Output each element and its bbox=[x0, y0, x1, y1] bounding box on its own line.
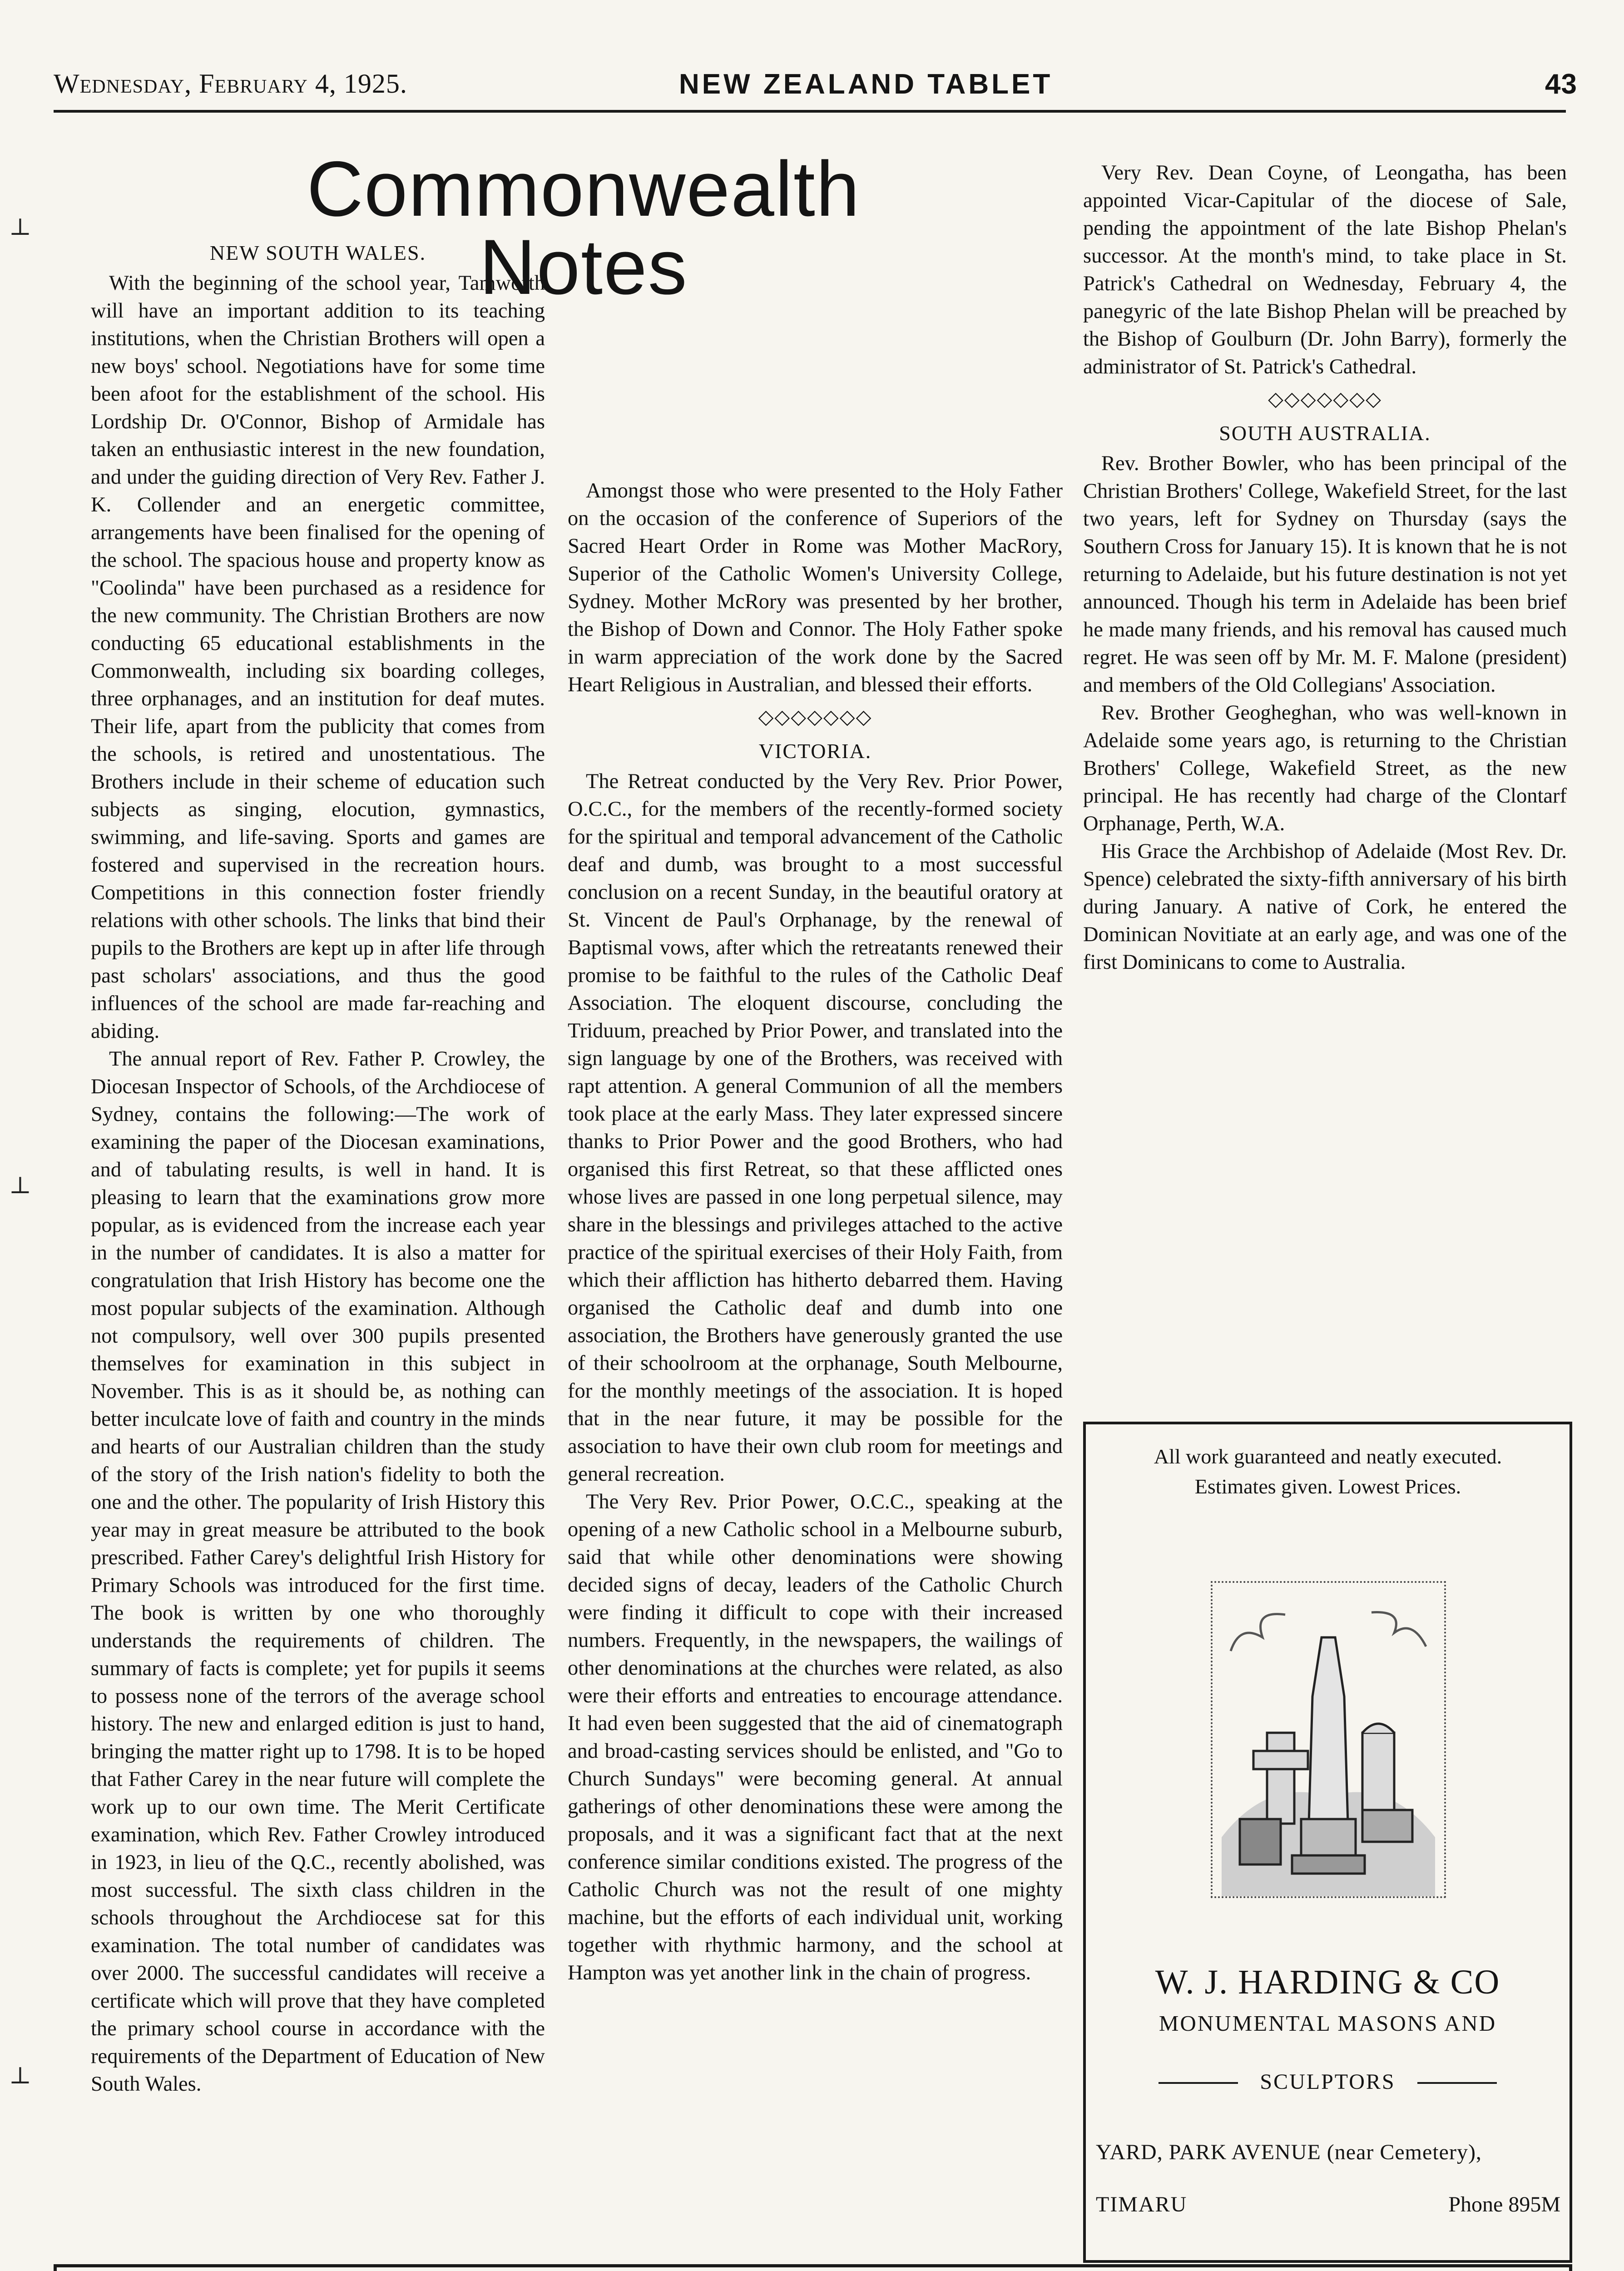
ad-address: YARD, PARK AVENUE (near Cemetery), bbox=[1096, 2140, 1482, 2164]
header-rule bbox=[54, 110, 1566, 113]
column-3 bbox=[1083, 159, 1567, 1394]
column-2-lower bbox=[568, 477, 1063, 2253]
issue-date: Wednesday, February 4, 1925. bbox=[54, 69, 407, 99]
ad-firm-name: W. J. HARDING & CO bbox=[1155, 1963, 1500, 2001]
margin-mark-3: ⊥ bbox=[9, 2063, 31, 2089]
paragraph: Amongst those who were presented to the Holy Father on the occasion of the conference of Superiors of the Sacred Heart Order in Rome was Mother MacRory, Superior of the Catholic Women's University College, Sydney. Mother McRory was presented by her brother, the Bishop of Down and Connor. The Holy Father spoke in warm appreciation of the work done by the Sacred Heart Religious in Australian, and blessed their efforts. bbox=[568, 479, 1063, 696]
column-1 bbox=[91, 236, 545, 2171]
publication-title: NEW ZEALAND TABLET bbox=[679, 69, 1053, 100]
paragraph: His Grace the Archbishop of Adelaide (Most Rev. Dr. Spence) celebrated the sixty-fifth anniversary of his birth during January. A native of Cork, he entered the Dominican Novitiate at an early age, and was one of the first Dominicans to come to Australia. bbox=[1083, 840, 1567, 974]
monument-illustration bbox=[1213, 1583, 1444, 1896]
article-title: Commonwealth Notes bbox=[307, 145, 861, 311]
page-number: 43 bbox=[1545, 69, 1577, 100]
ornament-divider: ◇◇◇◇◇◇◇ bbox=[758, 706, 872, 728]
ad-phone: Phone 895M bbox=[1448, 2192, 1560, 2216]
paragraph: The Retreat conducted by the Very Rev. Prior Power, O.C.C., for the members of the recently-formed society for the spiritual and temporal advancement of the Catholic deaf and dumb, was brought to a most successful conclusion on a recent Sunday, in the beautiful oratory at St. Vincent de Paul's Orphanage, by the renewal of Baptismal vows, after which the retreatants renewed their promise to be faithful to the rules of the Catholic Deaf Association. The eloquent discourse, concluding the Triduum, preached by Prior Power, and translated into the sign language by one of the Brothers, was received with rapt attention. A general Communion of all the members took place at the early Mass. They later expressed sincere thanks to Prior Power and the good Brothers, who had organised this first Retreat, so that these afflicted ones whose lives are passed in one long perpetual silence, may share in the blessings and privileges attached to the active practice of the spiritual exercises of their Holy Faith, from which their affliction has hitherto debarred them. Having organised the Catholic deaf and dumb into one association, the Brothers have generously granted the use of their schoolroom at the orphanage, South Melbourne, for the monthly meetings of the association. It is hoped that in the near future, it may be possible for the association to have their own club room for meetings and general recreation. bbox=[568, 770, 1063, 1486]
ad-trade-sculptors: SCULPTORS bbox=[1260, 2070, 1396, 2094]
monument-illustration-frame bbox=[1211, 1581, 1446, 1898]
ad-trade: MONUMENTAL MASONS AND bbox=[1159, 2011, 1497, 2036]
ad-taglines bbox=[1099, 1442, 1557, 1502]
ad-tagline: Estimates given. Lowest Prices. bbox=[1194, 1475, 1461, 1498]
ad-tagline: All work guaranteed and neatly executed. bbox=[1154, 1445, 1502, 1468]
crown-hotel-advertisement bbox=[54, 2264, 1572, 2271]
paragraph: The Very Rev. Prior Power, O.C.C., speaking at the opening of a new Catholic school in a Melbourne suburb, said that while other denominations were showing decided signs of decay, leaders of the Catholic Church were finding it difficult to cope with their increased numbers. Frequently, in the newspapers, the wailings of other denominations at the churches were related, as also were their efforts and entreaties to encourage attendance. It had even been suggested that the aid of cinematograph and broad-casting services should be enlisted, and "Go to Church Sundays" were becoming general. At annual gatherings of other denominations these were among the proposals, and it was a significant fact that at the next conference similar conditions existed. The progress of the Catholic Church was not the result of one mighty machine, but the efforts of each individual unit, working together with rhythmic harmony, and the school at Hampton was yet another link in the chain of progress. bbox=[568, 1490, 1063, 1984]
ornament-divider: ◇◇◇◇◇◇◇ bbox=[1268, 388, 1382, 410]
paragraph: Rev. Brother Geogheghan, who was well-known in Adelaide some years ago, is returning to the Christian Brothers' College, Wakefield Street, as the new principal. He has recently had charge of the Clontarf Orphanage, Perth, W.A. bbox=[1083, 701, 1567, 835]
margin-mark-1: ⊥ bbox=[9, 214, 31, 240]
section-heading-south-australia: SOUTH AUSTRALIA. bbox=[1219, 421, 1431, 445]
paragraph: With the beginning of the school year, Tamworth will have an important addition to its teaching institutions, when the Christian Brothers will open a new boys' school. Negotiations have for some time been afoot for the establishment of the school. His Lordship Dr. O'Connor, Bishop of Armidale has taken an enthusiastic interest in the new foundation, and under the guiding direction of Very Rev. Father J. K. Collender and an energetic committee, arrangements have been finalised for the opening of the school. The spacious house and property know as "Coolinda" have been purchased as a residence for the new community. The Christian Brothers are now conducting 65 educational establishments in the Commonwealth, including six boarding colleges, three orphanages, and an institution for deaf mutes. Their life, apart from the publicity that comes from the schools, is retired and unostentatious. The Brothers include in their scheme of education such subjects as singing, elocution, gymnastics, swimming, and life-saving. Sports and games are fostered and supervised in the recreation hours. Competitions in this connection foster friendly relations with other schools. The links that bind their pupils to the Brothers are kept up in after life through past scholars' associations, and thus the good influences of the school are made far-reaching and abiding. bbox=[91, 272, 545, 1043]
harding-advertisement bbox=[1083, 1422, 1572, 2263]
paragraph: Rev. Brother Bowler, who has been principal of the Christian Brothers' College, Wakefield Street, for the last two years, left for Sydney on Thursday (says the Southern Cross for January 15). It is known that he is not returning to Adelaide, but his future destination is not yet announced. Though his term in Adelaide has been brief he made many friends, and his removal has caused much regret. He was seen off by Mr. M. F. Malone (president) and members of the Old Collegians' Association. bbox=[1083, 452, 1567, 697]
paragraph: Very Rev. Dean Coyne, of Leongatha, has been appointed Vicar-Capitular of the diocese of Sale, pending the appointment of the late Bishop Phelan's successor. At the month's mind, to take place in St. Patrick's Cathedral on Wednesday, February 4, the panegyric of the late Bishop Phelan will be preached by the Bishop of Goulburn (Dr. John Barry), formerly the administrator of St. Patrick's Cathedral. bbox=[1083, 161, 1567, 378]
margin-mark-2: ⊥ bbox=[9, 1173, 31, 1199]
section-heading-nsw: NEW SOUTH WALES. bbox=[209, 241, 426, 264]
ad-rule-right bbox=[1417, 2082, 1497, 2084]
section-heading-victoria: VICTORIA. bbox=[758, 739, 872, 763]
ad-town: TIMARU bbox=[1096, 2192, 1188, 2216]
paragraph: The annual report of Rev. Father P. Crowley, the Diocesan Inspector of Schools, of the Archdiocese of Sydney, contains the following:—The work of examining the paper of the Diocesan examinations, and of tabulating results, is well in hand. It is pleasing to learn that the examinations grow more popular, as is evidenced from the increase each year in the number of candidates. It is also a matter for congratulation that Irish History has become one the most popular subjects of the examination. Although not compulsory, well over 300 pupils presented themselves for examination in this subject in November. This is as it should be, as nothing can better inculcate love of faith and country in the minds and hearts of our Australian children than the study of the story of the Irish nation's fidelity to both the one and the other. The popularity of Irish History this year may in great measure be attributed to the book prescribed. Father Carey's delightful Irish History for Primary Schools was introduced for the first time. The book is written by one who thoroughly understands the requirements of children. The summary of facts is complete; yet for pupils it seems to possess none of the terrors of the average school history. The new and enlarged edition is just to hand, bringing the matter right up to 1798. It is to be hoped that Father Carey in the near future will complete the work up to our own time. The Merit Certificate examination, which Rev. Father Crowley introduced in 1923, in lieu of the Q.C., recently abolished, was most successful. The sixth class children in the schools throughout the Archdiocese sat for this examination. The total number of candidates was over 2000. The successful candidates will receive a certificate which will prove that they have completed the primary school course in accordance with the requirements of the Department of Education of New South Wales. bbox=[91, 1047, 545, 2096]
